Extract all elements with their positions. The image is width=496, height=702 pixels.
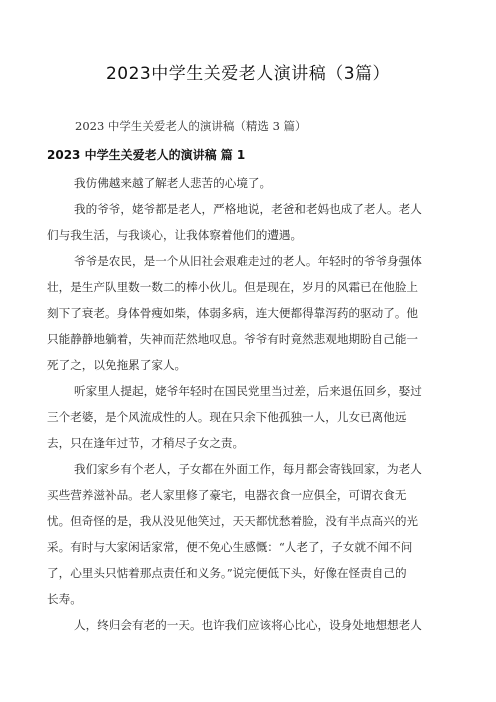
section-heading: 2023 中学生关爱老人的演讲稿 篇 1 — [47, 148, 246, 162]
body-paragraph — [47, 378, 451, 456]
body-paragraph — [47, 456, 451, 612]
paragraph-line: 只能静静地躺着，失神而茫然地叹息。爷爷有时竟然悲观地期盼自己能一 — [47, 332, 419, 346]
body-paragraph — [47, 196, 451, 248]
paragraph-line: 买些营养滋补品。老人家里修了豪宅，电器衣食一应俱全，可谓衣食无 — [47, 488, 407, 502]
paragraph-line: 壮，是生产队里数一数二的棒小伙儿。但是现在，岁月的风霜已在他脸上 — [47, 280, 419, 294]
paragraph-line: 忧。但奇怪的是，我从没见他笑过，天天都忧愁着脸，没有半点高兴的光 — [47, 514, 419, 528]
document-subtitle: 2023 中学生关爱老人的演讲稿（精选 3 篇） — [75, 119, 307, 133]
paragraph-line: 死了之，以免拖累了家人。 — [47, 358, 187, 372]
body-paragraph — [47, 612, 451, 638]
paragraph-line: 去，只在逢年过节，才稍尽子女之责。 — [47, 436, 245, 450]
body-paragraph — [47, 248, 451, 378]
paragraph-line: 们与我生活，与我谈心，让我体察着他们的遭遇。 — [47, 228, 303, 242]
document-title: 2023中学生关爱老人演讲稿（3篇） — [105, 64, 391, 84]
paragraph-line: 人，终归会有老的一天。也许我们应该将心比心，设身处地想想老人 — [74, 618, 422, 632]
body-paragraph — [47, 170, 451, 196]
paragraph-line: 我仿佛越来越了解老人悲苦的心境了。 — [74, 176, 272, 190]
paragraph-line: 我的爷爷，姥爷都是老人，严格地说，老爸和老妈也成了老人。老人 — [74, 202, 422, 216]
paragraph-line: 长寿。 — [47, 592, 82, 606]
paragraph-line: 刻下了衰老。身体骨瘦如柴，体弱多病，连大便都得靠泻药的驱动了。他 — [47, 306, 419, 320]
body-text — [47, 170, 451, 638]
paragraph-line: 听家里人提起，姥爷年轻时在国民党里当过差，后来退伍回乡，娶过 — [74, 384, 422, 398]
paragraph-line: 三个老婆，是个风流成性的人。现在只余下他孤独一人，儿女已离他远 — [47, 410, 407, 424]
paragraph-line: 爷爷是农民，是一个从旧社会艰难走过的老人。年轻时的爷爷身强体 — [74, 254, 422, 268]
paragraph-line: 了，心里头只惦着那点责任和义务。”说完便低下头，好像在怪责自己的 — [47, 566, 407, 580]
paragraph-line: 采。有时与大家闲话家常，便不免心生感慨：“人老了，子女就不闻不问 — [47, 540, 413, 554]
paragraph-line: 我们家乡有个老人，子女都在外面工作，每月都会寄钱回家，为老人 — [74, 462, 422, 476]
